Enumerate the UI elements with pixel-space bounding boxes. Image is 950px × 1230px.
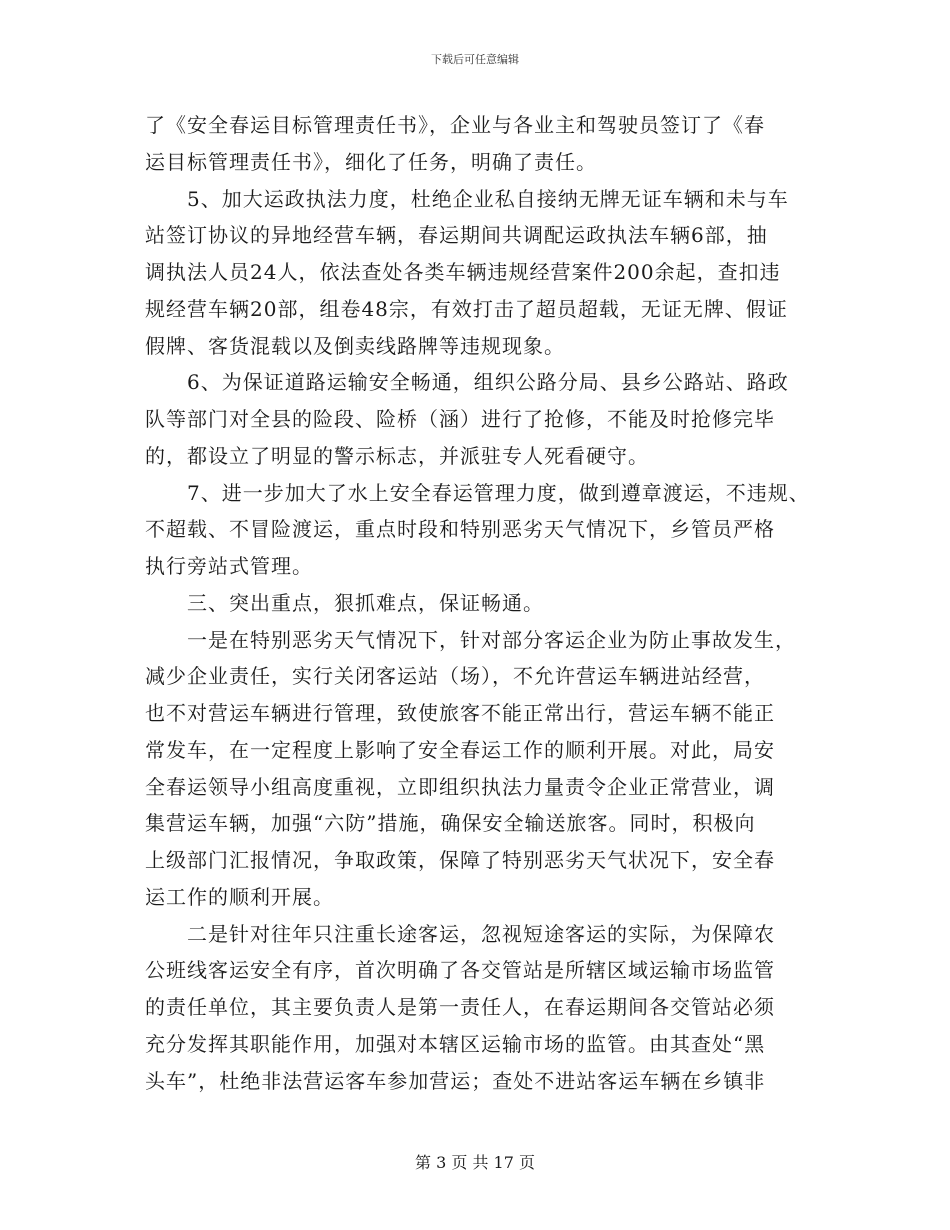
- text-line: 6、为保证道路运输安全畅通，组织公路分局、县乡公路站、路政: [187, 370, 789, 395]
- page-footer: 第 3 页 共 17 页: [415, 1153, 535, 1172]
- text-line: 7、进一步加大了水上安全春运管理力度，做到遵章渡运，不违规、: [187, 480, 810, 505]
- text-line: 充分发挥其职能作用，加强对本辖区运输市场的监管。由其查处“黑: [145, 1031, 766, 1056]
- text-line: 公班线客运安全有序，首次明确了各交管站是所辖区域运输市场监管: [145, 958, 775, 983]
- text-line: 的责任单位，其主要负责人是第一责任人，在春运期间各交管站必须: [145, 995, 775, 1019]
- text-line: 的，都设立了明显的警示标志，并派驻专人死看硬守。: [145, 443, 649, 468]
- text-line: 头车”，杜绝非法营运客车参加营运；查处不进站客运车辆在乡镇非: [145, 1068, 766, 1093]
- text-line: 集营运车辆，加强“六防”措施，确保安全输送旅客。同时，积极向: [145, 811, 756, 836]
- text-line: 减少企业责任，实行关闭客运站（场），不允许营运车辆进站经营，: [145, 664, 765, 689]
- text-line: 全春运领导小组高度重视，立即组织执法力量责令企业正常营业，调: [145, 774, 775, 799]
- text-line: 一是在特别恶劣天气情况下，针对部分客运企业为防止事故发生，: [187, 627, 796, 652]
- text-line: 二是针对往年只注重长途客运，忽视短途客运的实际，为保障农: [187, 921, 775, 946]
- text-line: 执行旁站式管理。: [145, 554, 313, 578]
- text-line: 规经营车辆20部，组卷48宗，有效打击了超员超载，无证无牌、假证: [145, 296, 788, 321]
- text-line: 运工作的顺利开展。: [145, 884, 334, 909]
- text-line: 运目标管理责任书》，细化了任务，明确了责任。: [145, 149, 597, 174]
- text-line: 不超载、不冒险渡运，重点时段和特别恶劣天气情况下，乡管员严格: [145, 517, 775, 542]
- header-note: 下载后可任意编辑: [431, 53, 519, 66]
- section-heading: 三、突出重点，狠抓难点，保证畅通。: [187, 590, 544, 615]
- text-line: 也不对营运车辆进行管理，致使旅客不能正常出行，营运车辆不能正: [145, 701, 775, 725]
- text-line: 5、加大运政执法力度，杜绝企业私自接纳无牌无证车辆和未与车: [187, 186, 789, 211]
- text-line: 假牌、客货混载以及倒卖线路牌等违规现象。: [145, 333, 565, 358]
- text-line: 队等部门对全县的险段、险桥（涵）进行了抢修，不能及时抢修完毕: [145, 407, 775, 431]
- text-line: 上级部门汇报情况，争取政策，保障了特别恶劣天气状况下，安全春: [145, 848, 775, 872]
- document-body: [145, 107, 810, 1099]
- text-line: 常发车，在一定程度上影响了安全春运工作的顺利开展。对此，局安: [145, 737, 775, 762]
- text-line: 调执法人员24人，依法查处各类车辆违规经营案件200余起，查扣违: [145, 260, 781, 284]
- text-line: 站签订协议的异地经营车辆，春运期间共调配运政执法车辆6部，抽: [145, 223, 768, 248]
- text-line: 了《安全春运目标管理责任书》，企业与各业主和驾驶员签订了《春: [145, 113, 765, 137]
